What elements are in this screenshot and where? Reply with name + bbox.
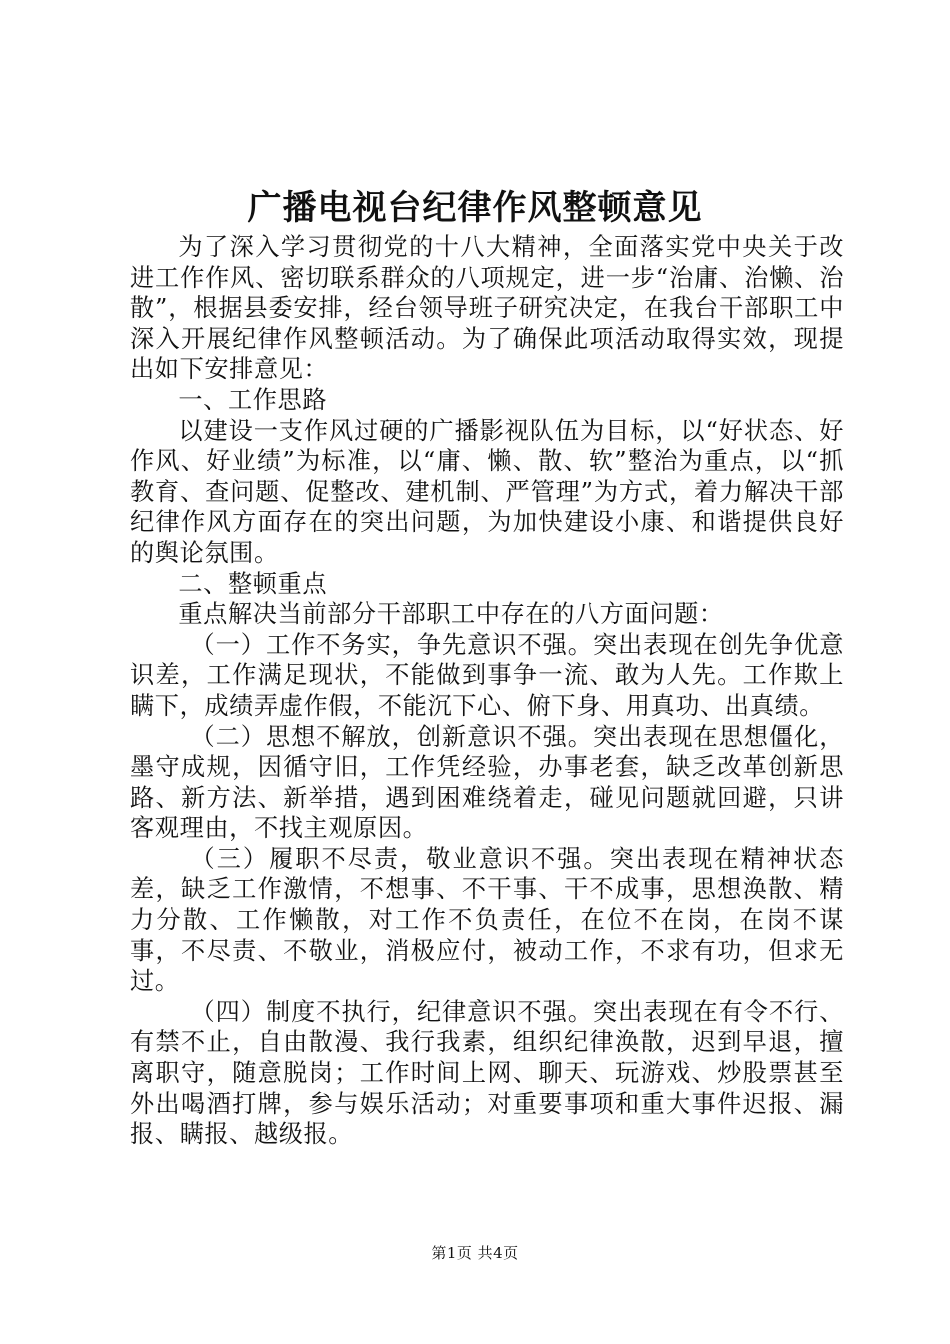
section-heading-work-approach: 一、工作思路 — [178, 385, 328, 414]
focus-intro-paragraph: 重点解决当前部分干部职工中存在的八方面问题： — [178, 600, 724, 629]
section-heading-rectification-focus: 二、整顿重点 — [178, 569, 328, 598]
work-approach-paragraph: 以建设一支作风过硬的广播影视队伍为目标，以“好状态、好作风、好业绩”为标准，以“庸、懒、散、软”整治为重点，以“抓教育、查问题、促整改、建机制、严管理”为方式，着力解决干部纪律作风方面存在的突出问题，为加快建设小康、和谐提供良好的舆论氛围。 — [130, 416, 844, 567]
document-title: 广播电视台纪律作风整顿意见 — [247, 188, 703, 228]
focus-item-4: （四）制度不执行，纪律意识不强。突出表现在有令不行、有禁不止，自由散漫、我行我素，组织纪律涣散，迟到早退，擅离职守，随意脱岗；工作时间上网、聊天、玩游戏、炒股票甚至外出喝酒打牌，参与娱乐活动；对重要事项和重大事件迟报、漏报、瞒报、越级报。 — [130, 997, 844, 1149]
document-body — [130, 232, 844, 1150]
focus-item-2: （二）思想不解放，创新意识不强。突出表现在思想僵化，墨守成规，因循守旧，工作凭经验，办事老套，缺乏改革创新思路、新方法、新举措，遇到困难绕着走，碰见问题就回避，只讲客观理由，不找主观原因。 — [130, 722, 844, 843]
focus-item-1: （一）工作不务实，争先意识不强。突出表现在创先争优意识差，工作满足现状，不能做到事争一流、敢为人先。工作欺上瞒下，成绩弄虚作假，不能沉下心、俯下身、用真功、出真绩。 — [130, 630, 844, 720]
page-number-footer: 第1页 共4页 — [431, 1244, 519, 1262]
focus-item-3: （三）履职不尽责，敬业意识不强。突出表现在精神状态差，缺乏工作激情，不想事、不干事、干不成事，思想涣散、精力分散、工作懒散，对工作不负责任，在位不在岗，在岗不谋事，不尽责、不敬业，消极应付，被动工作，不求有功，但求无过。 — [130, 844, 844, 996]
intro-paragraph: 为了深入学习贯彻党的十八大精神，全面落实党中央关于改进工作作风、密切联系群众的八项规定，进一步“治庸、治懒、治散”，根据县委安排，经台领导班子研究决定，在我台干部职工中深入开展纪律作风整顿活动。为了确保此项活动取得实效，现提出如下安排意见： — [130, 233, 844, 384]
